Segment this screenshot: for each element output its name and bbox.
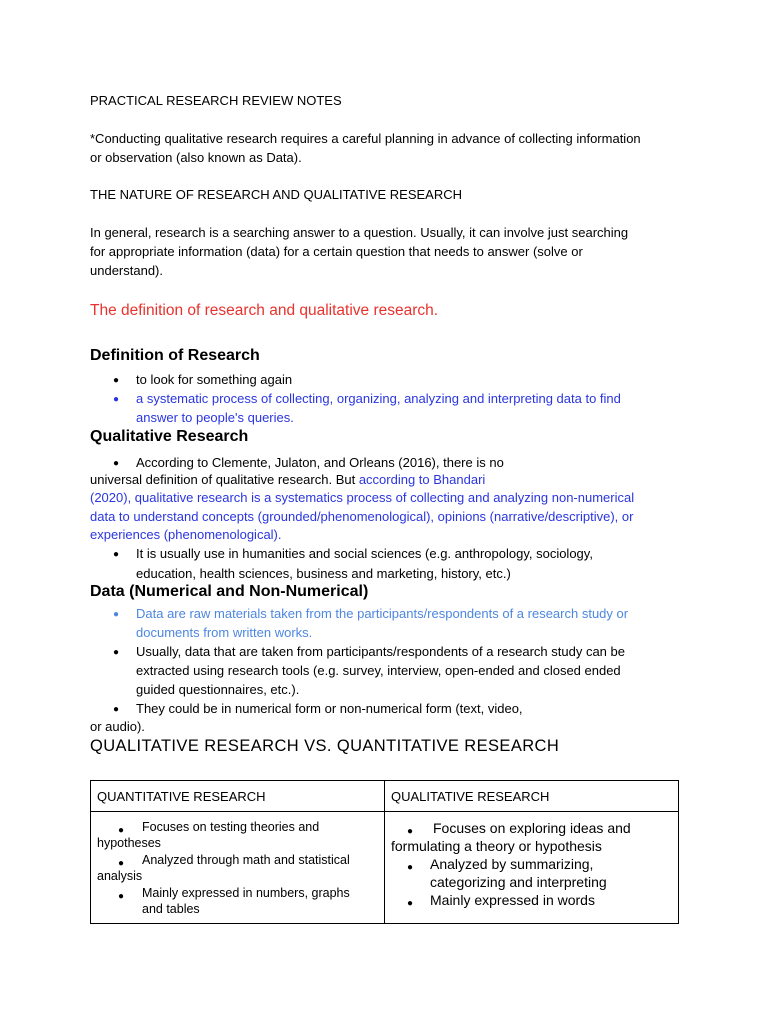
quant-bullet-1-line-1: Focuses on testing theories and xyxy=(142,820,320,834)
qual-line-3: (2020), qualitative research is a systematics process of collecting and analyzing non-numerical xyxy=(90,490,635,505)
data-bullet-2-line-1: Usually, data that are taken from participants/respondents of a research study can be xyxy=(136,644,625,659)
quant-bullet-2-line-1: Analyzed through math and statistical xyxy=(142,853,350,867)
bullet-icon: ● xyxy=(407,826,414,837)
qual-line-2 xyxy=(90,470,485,489)
comparison-heading: QUALITATIVE RESEARCH VS. QUANTITATIVE RESEARCH xyxy=(90,737,560,755)
data-bullet-1-line-1: Data are raw materials taken from the participants/respondents of a research study or xyxy=(136,606,629,621)
bullet-icon: ● xyxy=(118,891,125,902)
definition-subtitle: The definition of research and qualitative research. xyxy=(90,302,439,319)
quant-bullet-3-line-2: and tables xyxy=(142,902,200,916)
qual-line-4: data to understand concepts (grounded/phenomenological), opinions (narrative/descriptive), or xyxy=(90,509,634,524)
qual-cell-bullet-2-line-2: categorizing and interpreting xyxy=(430,874,607,890)
quant-bullet-2-line-2: analysis xyxy=(97,869,143,883)
bullet-icon: ● xyxy=(113,549,120,560)
qual-line-1: According to Clemente, Julaton, and Orleans (2016), there is no xyxy=(136,455,504,470)
def-bullet-2-line-1: a systematic process of collecting, organizing, analyzing and interpreting data to find xyxy=(136,391,621,406)
intro-line-2: or observation (also known as Data). xyxy=(90,150,302,165)
bullet-icon: ● xyxy=(118,858,125,869)
data-bullet-1-line-2: documents from written works. xyxy=(136,625,313,640)
qual-bullet-2-line-1: It is usually use in humanities and social sciences (e.g. anthropology, sociology, xyxy=(136,546,593,561)
bullet-icon: ● xyxy=(113,394,120,405)
intro-line-1: *Conducting qualitative research requires a careful planning in advance of collecting information xyxy=(90,131,641,146)
bullet-icon: ● xyxy=(113,704,120,715)
qualitative-header: QUALITATIVE RESEARCH xyxy=(391,789,550,804)
qual-cell-bullet-1-line-2: formulating a theory or hypothesis xyxy=(391,838,602,854)
general-line-2: for appropriate information (data) for a certain question that needs to answer (solve or xyxy=(90,244,583,259)
bullet-icon: ● xyxy=(113,375,120,386)
qualitative-cell xyxy=(385,812,679,924)
data-bullet-2-line-3: guided questionnaires, etc.). xyxy=(136,682,300,697)
quantitative-cell xyxy=(91,812,385,924)
document-title: PRACTICAL RESEARCH REVIEW NOTES xyxy=(90,93,342,108)
qual-bullet-2-line-2: education, health sciences, business and marketing, history, etc.) xyxy=(136,566,511,581)
nature-heading: THE NATURE OF RESEARCH AND QUALITATIVE RESEARCH xyxy=(90,187,462,202)
bullet-icon: ● xyxy=(407,898,414,909)
definition-of-research-heading: Definition of Research xyxy=(90,347,260,364)
bullet-icon: ● xyxy=(113,458,120,469)
general-line-1: In general, research is a searching answer to a question. Usually, it can involve just searching xyxy=(90,225,629,240)
bullet-icon: ● xyxy=(113,647,120,658)
data-heading: Data (Numerical and Non-Numerical) xyxy=(90,583,369,600)
quant-bullet-3-line-1: Mainly expressed in numbers, graphs xyxy=(142,886,350,900)
quant-bullet-1-line-2: hypotheses xyxy=(97,836,161,850)
data-bullet-3-line-1: They could be in numerical form or non-numerical form (text, video, xyxy=(136,701,523,716)
data-bullet-2-line-2: extracted using research tools (e.g. survey, interview, open-ended and closed ended xyxy=(136,663,621,678)
bullet-icon: ● xyxy=(113,609,120,620)
def-bullet-2-line-2: answer to people's queries. xyxy=(136,410,294,425)
table-header-cell xyxy=(385,781,679,812)
quantitative-header: QUANTITATIVE RESEARCH xyxy=(97,789,266,804)
table-row xyxy=(91,812,679,924)
qual-cell-bullet-2-line-1: Analyzed by summarizing, xyxy=(430,856,594,872)
general-line-3: understand). xyxy=(90,263,163,278)
qual-line-2-text: universal definition of qualitative research. But xyxy=(90,472,359,487)
qual-cell-bullet-3-line-1: Mainly expressed in words xyxy=(430,892,595,908)
comparison-table xyxy=(90,780,679,924)
bhandari-link-text: according to Bhandari xyxy=(358,472,486,487)
bullet-icon: ● xyxy=(118,825,125,836)
data-bullet-3-line-2: or audio). xyxy=(90,719,145,734)
qualitative-research-heading: Qualitative Research xyxy=(90,428,249,445)
qual-line-5: experiences (phenomenological). xyxy=(90,527,282,542)
table-header-row xyxy=(91,781,679,812)
bullet-icon: ● xyxy=(407,862,414,873)
qual-cell-bullet-1-line-1: Focuses on exploring ideas and xyxy=(433,820,631,836)
def-bullet-1: to look for something again xyxy=(136,372,293,387)
table-header-cell xyxy=(91,781,385,812)
